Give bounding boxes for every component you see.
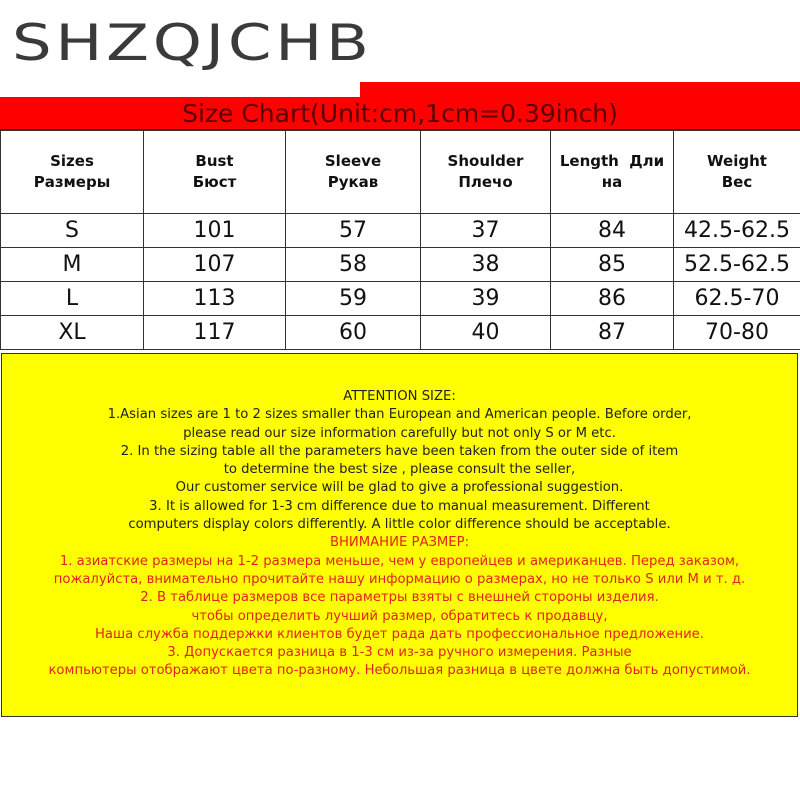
notice-en-line: 2. In the sizing table all the parameters have been taken from the outer side of item xyxy=(120,443,679,459)
header-length xyxy=(551,131,674,214)
notice-ru-line: пожалуйста, внимательно прочитайте нашу информацию о размерах, но не только S или M и т. д. xyxy=(53,571,746,587)
cell-sleeve: 57 xyxy=(286,214,421,248)
cell-sleeve: 60 xyxy=(286,316,421,350)
header-shoulder xyxy=(421,131,551,214)
header-ru: на xyxy=(601,173,623,191)
cell-weight: 70-80 xyxy=(674,316,800,350)
notice-ru-line: 1. азиатские размеры на 1-2 размера меньше, чем у европейцев и американцев. Перед заказом, xyxy=(59,553,740,569)
cell-shoulder: 40 xyxy=(421,316,551,350)
cell-bust: 113 xyxy=(144,282,286,316)
header-bust xyxy=(144,131,286,214)
cell-bust: 117 xyxy=(144,316,286,350)
size-chart-title: Size Chart(Unit:cm,1cm=0.39inch) xyxy=(182,99,618,128)
table-header-row xyxy=(1,131,800,214)
cell-shoulder: 39 xyxy=(421,282,551,316)
header-en: Shoulder xyxy=(447,152,524,170)
notice-ru-heading: ВНИМАНИЕ РАЗМЕР: xyxy=(329,535,470,551)
cell-bust: 101 xyxy=(144,214,286,248)
header-ru: Плечо xyxy=(458,173,513,191)
header-en: Weight xyxy=(707,152,767,170)
notice-en-line: 1.Asian sizes are 1 to 2 sizes smaller than European and American people. Before order, xyxy=(107,407,692,423)
cell-shoulder: 38 xyxy=(421,248,551,282)
header-ru: Размеры xyxy=(33,173,111,191)
cell-weight: 62.5-70 xyxy=(674,282,800,316)
table-row xyxy=(1,214,800,248)
notice-en-line: please read our size information carefully but not only S or M etc. xyxy=(183,425,616,441)
header-en: Sleeve xyxy=(324,152,382,170)
header-ru: Бюст xyxy=(192,173,237,191)
cell-sleeve: 58 xyxy=(286,248,421,282)
header-sleeve xyxy=(286,131,421,214)
table-row xyxy=(1,282,800,316)
header-sizes xyxy=(1,131,144,214)
size-table xyxy=(0,130,800,350)
notice-en-heading: ATTENTION SIZE: xyxy=(343,389,456,404)
notice-en-line: 3. It is allowed for 1-3 cm difference due to manual measurement. Different xyxy=(149,498,650,514)
cell-size: XL xyxy=(1,316,144,350)
notice-ru-line: Наша служба поддержки клиентов будет рада дать профессиональное предложение. xyxy=(95,626,704,642)
cell-weight: 42.5-62.5 xyxy=(674,214,800,248)
brand-logo: SHZQJCHB xyxy=(12,14,373,72)
cell-bust: 107 xyxy=(144,248,286,282)
header-en: Bust xyxy=(195,152,234,170)
cell-size: M xyxy=(1,248,144,282)
notice-en-line: computers display colors differently. A little color difference should be acceptable. xyxy=(128,517,671,533)
cell-weight: 52.5-62.5 xyxy=(674,248,800,282)
notice-en-line: to determine the best size , please consult the seller, xyxy=(223,462,576,478)
cell-length: 85 xyxy=(551,248,674,282)
notice-ru-line: компьютеры отображают цвета по-разному. Небольшая разница в цвете должна быть допустимой. xyxy=(48,663,751,679)
header-ru: Рукав xyxy=(327,173,379,191)
cell-size: L xyxy=(1,282,144,316)
cell-shoulder: 37 xyxy=(421,214,551,248)
table-row xyxy=(1,316,800,350)
header-en: Length Дли xyxy=(559,152,665,170)
cell-sleeve: 59 xyxy=(286,282,421,316)
table-row xyxy=(1,248,800,282)
header-weight xyxy=(674,131,800,214)
notice-ru-line: 2. В таблице размеров все параметры взяты с внешней стороны изделия. xyxy=(140,590,659,606)
notice-ru-line: чтобы определить лучший размер, обратитесь к продавцу, xyxy=(191,608,608,624)
notice-ru-line: 3. Допускается разница в 1-3 см из-за ручного измерения. Разные xyxy=(167,645,632,661)
cell-size: S xyxy=(1,214,144,248)
cell-length: 87 xyxy=(551,316,674,350)
header-ru: Вес xyxy=(721,173,753,191)
cell-length: 86 xyxy=(551,282,674,316)
attention-notice xyxy=(1,353,798,717)
notice-en-line: Our customer service will be glad to give a professional suggestion. xyxy=(175,480,624,496)
cell-length: 84 xyxy=(551,214,674,248)
header-en: Sizes xyxy=(50,152,94,170)
